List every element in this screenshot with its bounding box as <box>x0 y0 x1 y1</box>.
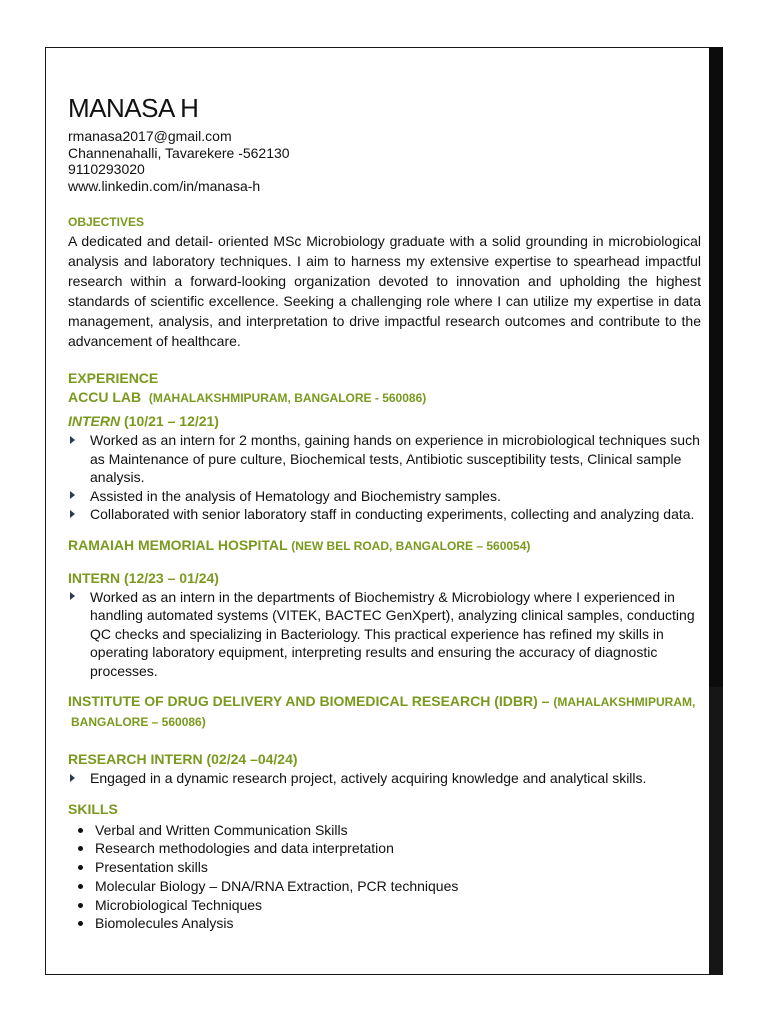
skills-heading: SKILLS <box>68 800 118 817</box>
contact-email: rmanasa2017@gmail.com <box>68 128 232 144</box>
list-item: Assisted in the analysis of Hematology and Biochemistry samples. <box>68 487 701 506</box>
job-2-role-title: INTERN <box>68 569 121 586</box>
job-2-org-name: RAMAIAH MEMORIAL HOSPITAL <box>68 536 288 553</box>
job-3-org <box>68 692 701 732</box>
contact-address: Channenahalli, Tavarekere -562130 <box>68 144 290 161</box>
list-item: Microbiological Techniques <box>68 896 701 915</box>
list-item: Collaborated with senior laboratory staff in conducting experiments, collecting and analyzing data. <box>68 505 701 524</box>
job-1-org-name: ACCU LAB <box>68 389 142 405</box>
job-3-location-line2: BANGALORE – 560086) <box>71 715 206 729</box>
contact-phone: 9110293020 <box>68 161 145 177</box>
dot-bullet-icon <box>78 903 83 908</box>
job-1-org <box>68 388 701 408</box>
list-item: Research methodologies and data interpretation <box>68 839 701 858</box>
dot-bullet-icon <box>78 846 83 851</box>
experience-heading: EXPERIENCE <box>68 370 159 386</box>
job-2-location: (NEW BEL ROAD, BANGALORE – 560054) <box>291 538 531 553</box>
candidate-name: MANASA H <box>68 93 199 123</box>
job-2-org <box>68 536 701 556</box>
list-item: Presentation skills <box>68 858 701 877</box>
objectives-text: A dedicated and detail- oriented MSc Microbiology graduate with a solid grounding in microbiological analysis and laboratory techniques. I aim to harness my extensive expertise to spearhead impactful research within a forward-looking organization devoted to innovation and upholding the highest standards of scientific excellence. Seeking a challenging role where I can utilize my expertise in data management, analysis, and interpretation to drive impactful research outcomes and contribute to the advancement of healthcare. <box>68 233 701 349</box>
dot-bullet-icon <box>78 828 83 833</box>
list-item: Verbal and Written Communication Skills <box>68 821 701 840</box>
job-3-org-name: INSTITUTE OF DRUG DELIVERY AND BIOMEDICAL RESEARCH (IDBR) – <box>68 693 550 709</box>
job-3-location-line1: (MAHALAKSHMIPURAM, <box>553 695 696 709</box>
list-item: Molecular Biology – DNA/RNA Extraction, PCR techniques <box>68 877 701 896</box>
objectives-heading: OBJECTIVES <box>68 215 145 229</box>
scrollbar-thumb[interactable] <box>709 687 723 975</box>
job-2-role <box>68 569 701 588</box>
dot-bullet-icon <box>78 921 83 926</box>
job-3-bullets <box>68 769 701 788</box>
job-1-location: (MAHALAKSHMIPURAM, BANGALORE - 560086) <box>148 391 427 405</box>
arrow-bullet-icon <box>70 510 75 518</box>
list-item: Biomolecules Analysis <box>68 914 701 933</box>
arrow-bullet-icon <box>70 436 75 444</box>
contact-linkedin: www.linkedin.com/in/manasa-h <box>68 177 261 194</box>
job-2-bullets <box>68 588 701 681</box>
job-1-role-dates: (10/21 – 12/21) <box>124 413 219 429</box>
resume-page <box>45 47 709 975</box>
job-3-role-dates: (02/24 –04/24) <box>206 751 298 767</box>
job-1-role <box>68 412 701 431</box>
job-1-bullets <box>68 431 701 524</box>
arrow-bullet-icon <box>70 491 75 499</box>
list-item: Worked as an intern for 2 months, gaining hands on experience in microbiological techniques such as Maintenance of pure culture, Biochemical tests, Antibiotic susceptibility tests, Clinical sample analysis. <box>68 431 701 487</box>
list-item: Engaged in a dynamic research project, actively acquiring knowledge and analytical skills. <box>68 769 701 788</box>
job-3-role <box>68 750 701 769</box>
job-3-role-title: RESEARCH INTERN <box>68 751 203 767</box>
dot-bullet-icon <box>78 865 83 870</box>
list-item: Worked as an intern in the departments of Biochemistry & Microbiology where I experienced in handling automated systems (VITEK, BACTEC GenXpert), analyzing clinical samples, conducting QC checks and specializing in Bacteriology. This practical experience has refined my skills in operating laboratory equipment, interpreting results and ensuring the accuracy of diagnostic processes. <box>68 588 701 681</box>
skills-list <box>68 821 701 934</box>
vertical-scrollbar[interactable] <box>709 47 723 975</box>
dot-bullet-icon <box>78 884 83 889</box>
resume-content <box>68 92 701 933</box>
arrow-bullet-icon <box>70 774 75 782</box>
job-2-role-dates: (12/23 – 01/24) <box>124 569 219 586</box>
job-1-role-title: INTERN <box>68 413 121 429</box>
arrow-bullet-icon <box>70 592 75 600</box>
